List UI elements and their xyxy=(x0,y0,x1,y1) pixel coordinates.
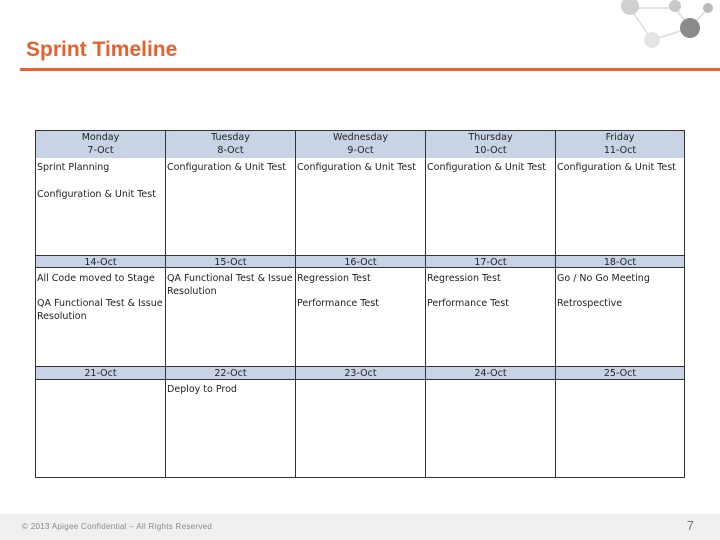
day-name: Thursday xyxy=(468,132,513,143)
day-name: Friday xyxy=(605,132,635,143)
date-header: 24-Oct xyxy=(426,367,555,379)
task-text: QA Functional Test & Issue Resolution xyxy=(37,298,163,322)
sprint-calendar xyxy=(35,130,685,478)
day-date: 7-Oct xyxy=(87,145,114,156)
network-decoration-icon xyxy=(580,0,720,70)
title-underline xyxy=(20,68,720,71)
page-number: 7 xyxy=(686,518,694,533)
day-header-wednesday xyxy=(296,131,425,158)
day-name: Monday xyxy=(81,132,120,143)
task-text: QA Functional Test & Issue Resolution xyxy=(167,273,293,297)
day-date: 11-Oct xyxy=(603,145,637,156)
task-text: Configuration & Unit Test xyxy=(297,162,416,173)
date-header: 23-Oct xyxy=(296,367,425,379)
slide-footer xyxy=(0,514,720,540)
day-header-thursday xyxy=(426,131,555,158)
day-header-monday xyxy=(36,131,165,158)
copyright-text: © 2013 Apigee Confidential – All Rights Reserved xyxy=(22,522,213,531)
task-text: Performance Test xyxy=(297,298,379,309)
day-name: Wednesday xyxy=(332,132,388,143)
date-header: 25-Oct xyxy=(556,367,684,379)
task-text: All Code moved to Stage xyxy=(37,273,155,284)
date-header: 21-Oct xyxy=(36,367,165,379)
page-title: Sprint Timeline xyxy=(26,38,178,61)
date-header: 18-Oct xyxy=(556,256,684,267)
task-text: Deploy to Prod xyxy=(167,384,237,395)
task-text: Configuration & Unit Test xyxy=(557,162,676,173)
day-date: 9-Oct xyxy=(347,145,374,156)
grid-divider xyxy=(165,131,166,477)
day-header-friday xyxy=(556,131,684,158)
task-text: Regression Test xyxy=(297,273,371,284)
task-text: Configuration & Unit Test xyxy=(167,162,286,173)
date-header: 14-Oct xyxy=(36,256,165,267)
task-text: Sprint Planning xyxy=(37,162,110,173)
date-header: 15-Oct xyxy=(166,256,295,267)
day-header-tuesday xyxy=(166,131,295,158)
task-text: Regression Test xyxy=(427,273,501,284)
date-header: 22-Oct xyxy=(166,367,295,379)
task-text: Go / No Go Meeting xyxy=(557,273,650,284)
date-header: 17-Oct xyxy=(426,256,555,267)
task-text: Configuration & Unit Test xyxy=(427,162,546,173)
day-date: 8-Oct xyxy=(217,145,244,156)
task-text: Performance Test xyxy=(427,298,509,309)
day-name: Tuesday xyxy=(211,132,250,143)
task-text: Retrospective xyxy=(557,298,623,309)
day-date: 10-Oct xyxy=(474,145,507,156)
task-text: Configuration & Unit Test xyxy=(37,189,156,200)
date-header: 16-Oct xyxy=(296,256,425,267)
